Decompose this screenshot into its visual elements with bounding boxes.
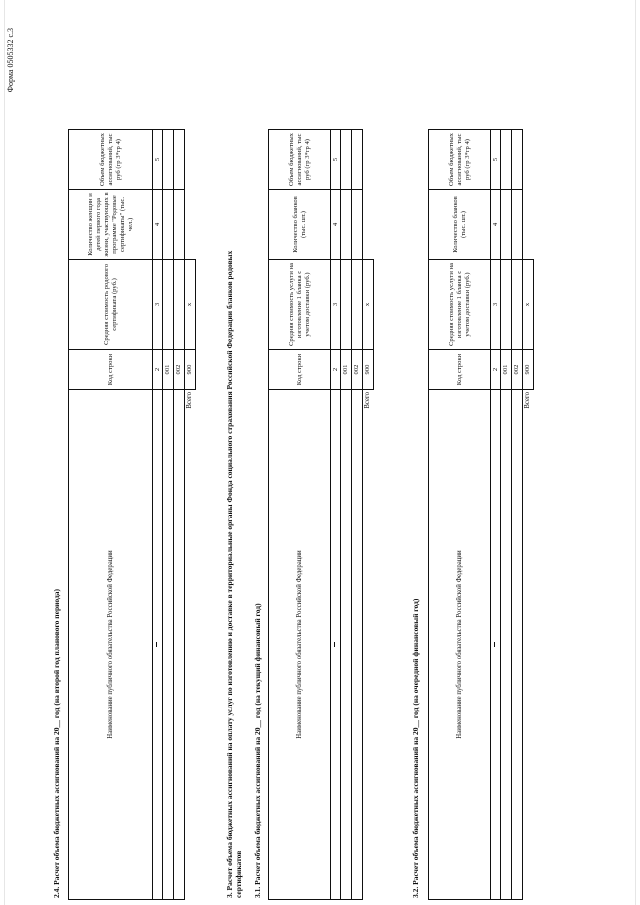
- row-code: 001: [501, 350, 512, 390]
- row-code: 001: [163, 350, 174, 390]
- header-name: Наименование публичного обязательства Российской Федерации: [69, 390, 153, 900]
- table-cell: [341, 260, 352, 350]
- table-cell: [163, 190, 174, 260]
- col-number: 3: [153, 260, 163, 350]
- header-count: Количество женщин и детей первого года жизни, участвующих в программе "Родовые сертификаты" (тыс. чел.): [69, 190, 153, 260]
- empty-cell: [523, 130, 534, 190]
- table-cell: [501, 130, 512, 190]
- table-cell: [341, 130, 352, 190]
- table-cell: [501, 260, 512, 350]
- header-name: Наименование публичного обязательства Российской Федерации: [429, 390, 491, 900]
- total-label: Всего: [364, 392, 372, 409]
- col-number: 2: [491, 350, 501, 390]
- empty-cell: [185, 130, 196, 190]
- empty-cell: [185, 190, 196, 260]
- header-count: Количество бланков (тыс. шт.): [429, 190, 491, 260]
- section-3-1-heading: 3.1. Расчет объема бюджетных ассигнований на 20__ год (на текущий финансовый год): [253, 603, 262, 898]
- table-cell: [174, 130, 185, 190]
- col-number: 3: [491, 260, 501, 350]
- header-avg-cost: Средняя стоимость родового сертификата (руб.): [69, 260, 153, 350]
- total-x: x: [185, 260, 196, 350]
- col-number: 5: [491, 130, 501, 190]
- table-cell: [512, 390, 523, 900]
- form-label: Форма 0505332 с.3: [6, 28, 15, 93]
- empty-cell: [523, 190, 534, 260]
- total-label: Всего: [186, 392, 194, 409]
- col-number: 3: [331, 260, 341, 350]
- col-number: [153, 390, 163, 900]
- col-number: 4: [491, 190, 501, 260]
- table-cell: [341, 190, 352, 260]
- header-volume: Объем бюджетных ассигнований, тыс руб (гр 3*гр 4): [429, 130, 491, 190]
- total-code: 900: [523, 350, 534, 390]
- row-code: 002: [352, 350, 363, 390]
- table-cell: [174, 260, 185, 350]
- table-cell: [352, 260, 363, 350]
- table-cell: [163, 390, 174, 900]
- table-3-1: [268, 129, 374, 900]
- row-code: 001: [341, 350, 352, 390]
- section-3-2-heading: 3.2. Расчет объема бюджетных ассигнований на 20__ год (на очередной финансовый год): [411, 598, 420, 898]
- total-label: Всего: [524, 392, 532, 409]
- col-number: 4: [331, 190, 341, 260]
- header-code: Код строки: [269, 350, 331, 390]
- table-cell: [352, 390, 363, 900]
- table-cell: [501, 190, 512, 260]
- header-volume: Объем бюджетных ассигнований, тыс руб (гр 3*гр 4): [69, 130, 153, 190]
- table-2-4: [68, 129, 196, 900]
- header-avg-cost: Средняя стоимость услуги на изготовление 1 бланка с учетом доставки (руб.): [429, 260, 491, 350]
- table-cell: [163, 130, 174, 190]
- header-name: Наименование публичного обязательства Российской Федерации: [269, 390, 331, 900]
- table-cell: [352, 190, 363, 260]
- table-cell: [163, 260, 174, 350]
- table-cell: [512, 130, 523, 190]
- total-code: 900: [185, 350, 196, 390]
- table-cell: [341, 390, 352, 900]
- col-number: 5: [153, 130, 163, 190]
- col-number: [331, 390, 341, 900]
- row-code: 002: [174, 350, 185, 390]
- empty-cell: [363, 130, 374, 190]
- header-code: Код строки: [69, 350, 153, 390]
- col-number: 2: [153, 350, 163, 390]
- table-cell: [512, 260, 523, 350]
- section-3-heading: 3. Расчет объема бюджетных ассигнований на оплату услуг по изготовлению и доставке в территориальные органы Фонда социального страхования Российской Федерации бланков родовых сертификатов: [225, 250, 243, 898]
- total-x: x: [523, 260, 534, 350]
- col-number: [491, 390, 501, 900]
- empty-cell: [363, 190, 374, 260]
- col-number: 4: [153, 190, 163, 260]
- header-count: Количество бланков (тыс. шт.): [269, 190, 331, 260]
- header-volume: Объем бюджетных ассигнований, тыс руб (гр 3*гр 4): [269, 130, 331, 190]
- section-2-4-heading: 2.4. Расчет объема бюджетных ассигнований на 20__ год (на второй год планового периода): [52, 588, 61, 898]
- header-avg-cost: Средняя стоимость услуги на изготовление 1 бланка с учетом доставки (руб.): [269, 260, 331, 350]
- total-code: 900: [363, 350, 374, 390]
- table-cell: [352, 130, 363, 190]
- row-code: 002: [512, 350, 523, 390]
- table-cell: [501, 390, 512, 900]
- table-cell: [174, 190, 185, 260]
- table-3-2: [428, 129, 534, 900]
- table-cell: [174, 390, 185, 900]
- header-code: Код строки: [429, 350, 491, 390]
- table-cell: [512, 190, 523, 260]
- col-number: 5: [331, 130, 341, 190]
- col-number: 2: [331, 350, 341, 390]
- total-x: x: [363, 260, 374, 350]
